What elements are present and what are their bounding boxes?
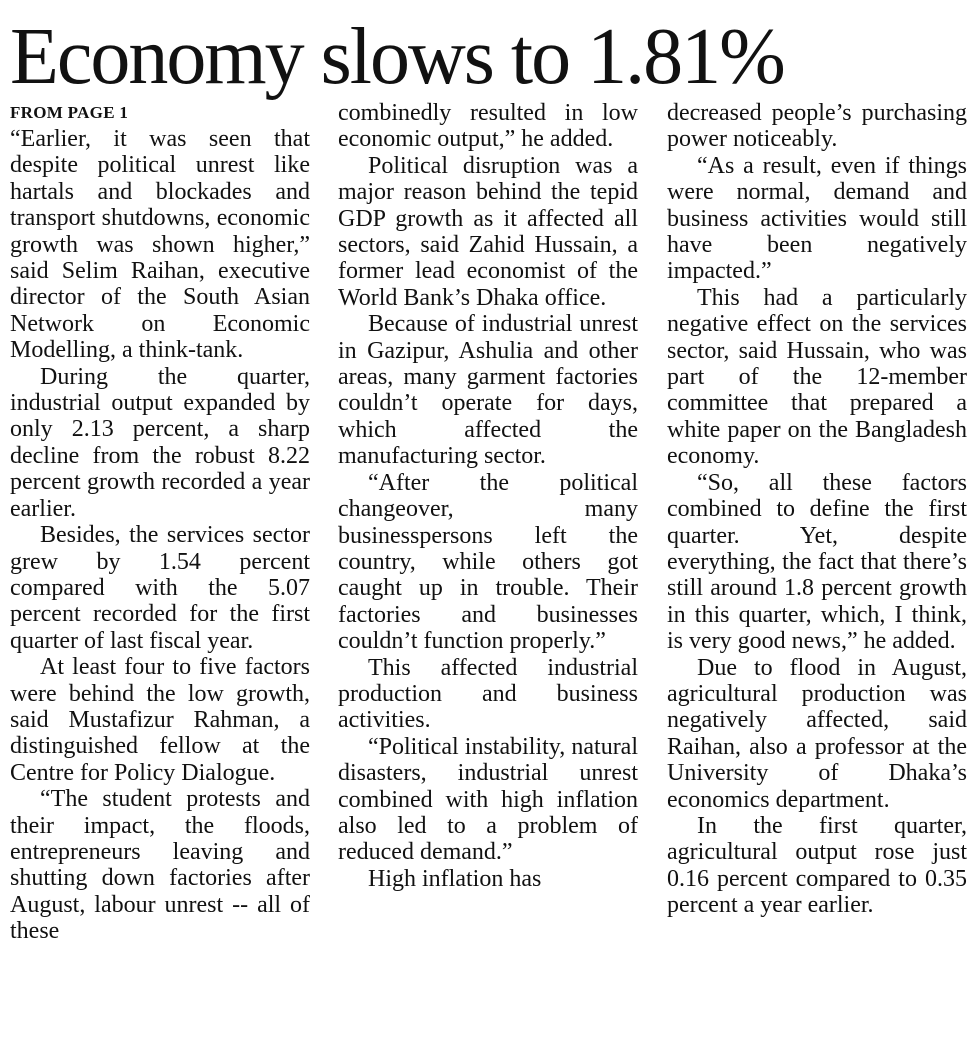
paragraph: This affected industrial production and business activities. [338,654,638,734]
paragraph: During the quarter, industrial output expanded by only 2.13 percent, a sharp decline from the robust 8.22 percent growth recorded a year earlier. [10,363,310,522]
paragraph: decreased people’s purchasing power noticeably. [667,100,967,153]
headline: Economy slows to 1.81% [10,13,784,101]
paragraph: Due to flood in August, agricultural production was negatively affected, said Raihan, also a professor at the University of Dhaka’s economics department. [667,654,967,813]
article-column-1 [10,100,310,945]
paragraph: “Political instability, natural disasters, industrial unrest combined with high inflation also led to a problem of reduced demand.” [338,733,638,866]
paragraph: Because of industrial unrest in Gazipur, Ashulia and other areas, many garment factories couldn’t operate for days, which affected the manufacturing sector. [338,311,638,470]
paragraph: “Earlier, it was seen that despite political unrest like hartals and blockades and transport shutdowns, economic growth was shown higher,” said Selim Raihan, executive director of the South Asian Network on Economic Modelling, a think-tank. [10,126,310,364]
paragraph: This had a particularly negative effect on the services sector, said Hussain, who was part of the 12-member committee that prepared a white paper on the Bangladesh economy. [667,284,967,470]
paragraph: High inflation has [368,865,542,892]
paragraph: “After the political changeover, many businesspersons left the country, while others got caught up in trouble. Their factories and businesses couldn’t function properly.” [338,469,638,655]
article-column-2 [338,100,638,892]
paragraph: “So, all these factors combined to define the first quarter. Yet, despite everything, the fact that there’s still around 1.8 percent growth in this quarter, which, I think, is very good news,” he added. [667,469,967,655]
article-column-3 [667,100,967,919]
paragraph: “The student protests and their impact, the floods, entrepreneurs leaving and shutting down factories after August, labour unrest -- all of these [10,786,310,945]
paragraph: “As a result, even if things were normal, demand and business activities would still have been negatively impacted.” [667,152,967,285]
paragraph: Besides, the services sector grew by 1.54 percent compared with the 5.07 percent recorded for the first quarter of last fiscal year. [10,522,310,654]
continuation-kicker: FROM PAGE 1 [10,103,129,122]
paragraph: At least four to five factors were behind the low growth, said Mustafizur Rahman, a distinguished fellow at the Centre for Policy Dialogue. [10,654,310,786]
paragraph: Political disruption was a major reason behind the tepid GDP growth as it affected all sectors, said Zahid Hussain, a former lead economist of the World Bank’s Dhaka office. [338,152,638,311]
paragraph: In the first quarter, agricultural output rose just 0.16 percent compared to 0.35 percent a year earlier. [667,812,967,919]
paragraph: combinedly resulted in low economic output,” he added. [338,100,638,153]
